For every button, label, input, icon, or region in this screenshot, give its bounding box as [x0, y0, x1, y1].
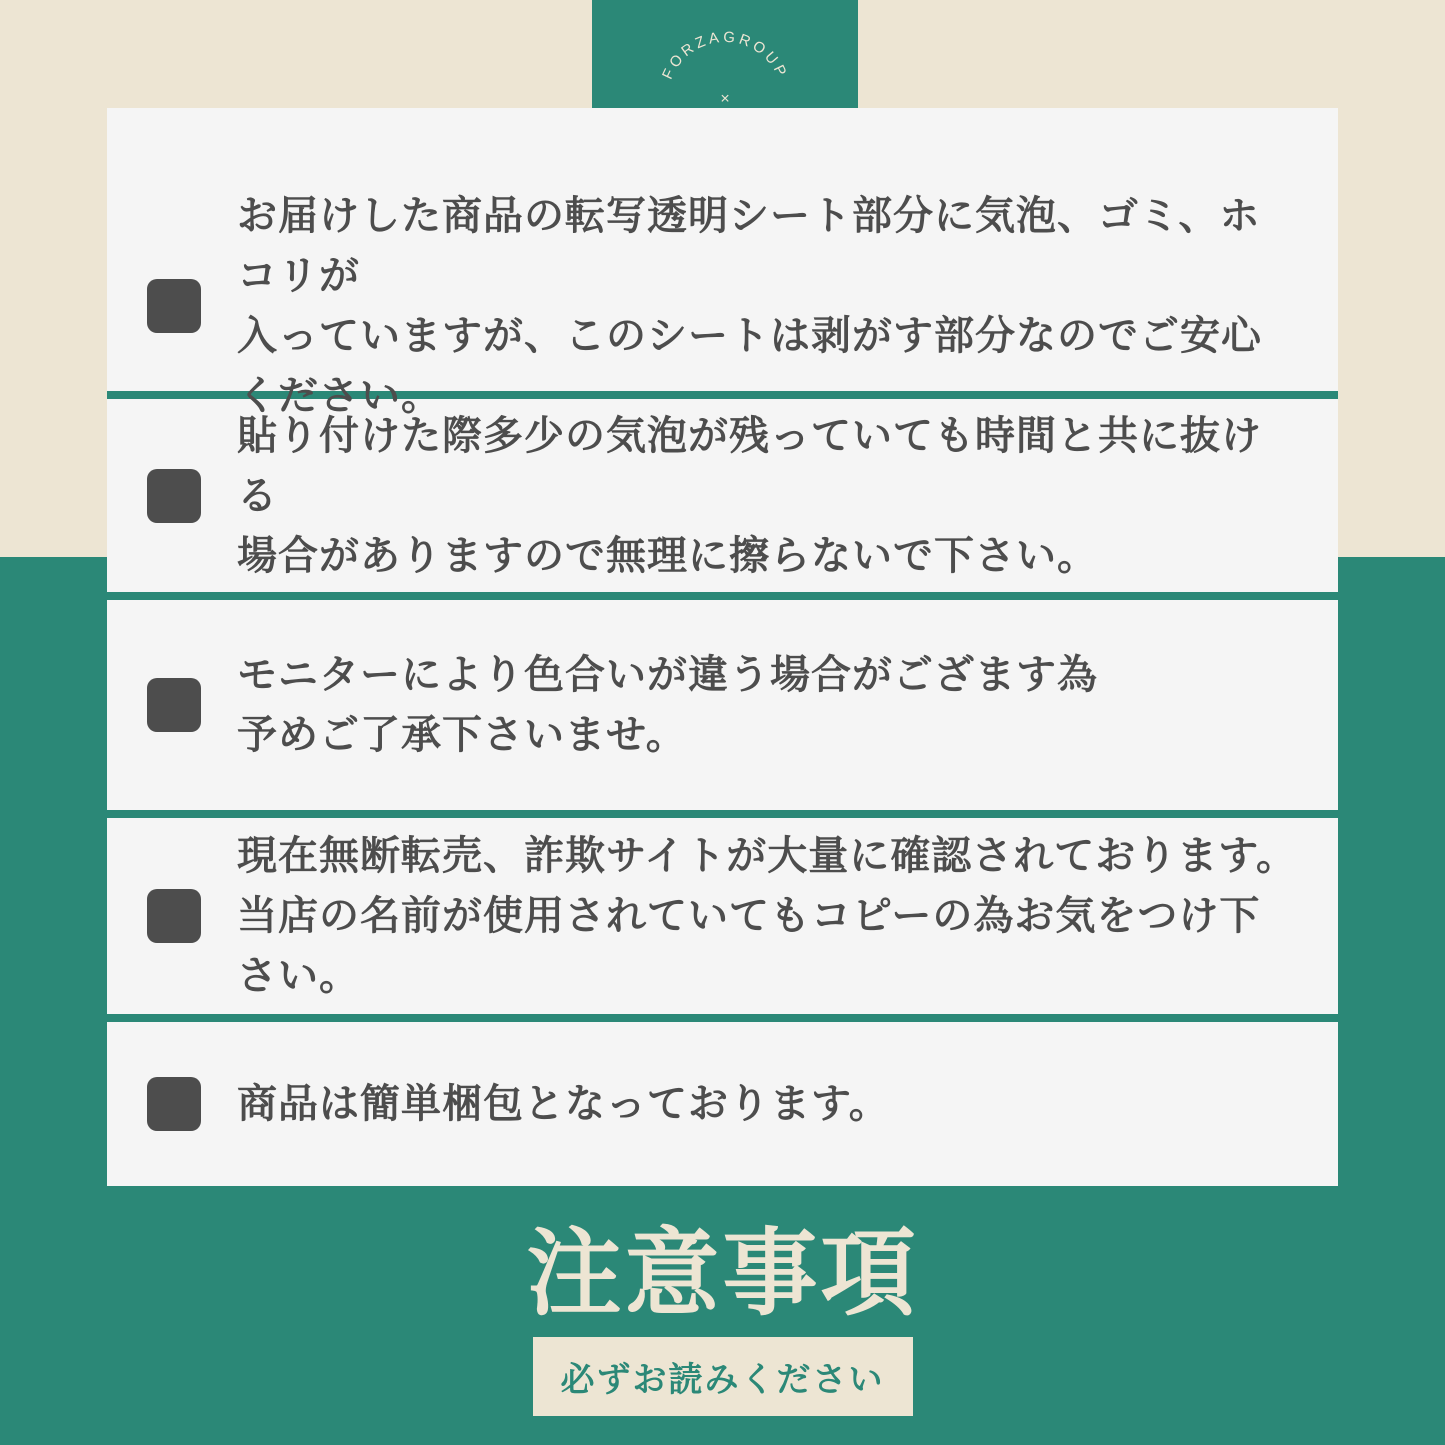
notice-text	[237, 645, 1098, 765]
notice-line: モニターにより色合いが違う場合がござます為	[237, 653, 1098, 697]
read-me-note: 必ずお読みください	[533, 1337, 913, 1416]
checkbox-icon	[147, 889, 201, 943]
page-title: 注意事項	[526, 1221, 919, 1327]
brand-ring-center-mark: ×	[720, 90, 730, 108]
checkbox-icon	[147, 279, 201, 333]
notice-line: 当店の名前が使用されていてもコピーの為お気をつけ下さい。	[237, 894, 1261, 998]
notice-text	[237, 826, 1298, 1006]
notice-text	[237, 1074, 890, 1134]
checkbox-icon	[147, 469, 201, 523]
notice-text	[237, 186, 1298, 426]
notice-box-4	[107, 818, 1338, 1014]
notice-line: 場合がありますので無理に擦らないで下さい。	[237, 533, 1098, 578]
notice-box-2	[107, 399, 1338, 592]
checkbox-icon	[147, 678, 201, 732]
notice-line: 入っていますが、このシートは剥がす部分なのでご安心ください。	[237, 313, 1262, 418]
brand-ring-top-text: FORZAGROUP	[659, 28, 791, 82]
notice-list	[107, 108, 1338, 1186]
notice-line: 商品は簡単梱包となっております。	[237, 1082, 890, 1126]
notice-box-5	[107, 1022, 1338, 1186]
notice-line: 現在無断転売、詐欺サイトが大量に確認されております。	[237, 834, 1297, 878]
notice-line: 予めご了承下さいませ。	[237, 713, 687, 757]
divider	[107, 810, 1338, 818]
notice-line: 貼り付けた際多少の気泡が残っていても時間と共に抜ける	[237, 413, 1262, 518]
notice-line: お届けした商品の転写透明シート部分に気泡、ゴミ、ホコリが	[237, 193, 1261, 298]
notice-box-1	[107, 108, 1338, 418]
notice-text	[237, 406, 1298, 586]
divider	[107, 592, 1338, 600]
divider	[107, 1014, 1338, 1022]
svg-text:FORZAGROUP	[659, 29, 791, 82]
checkbox-icon	[147, 1077, 201, 1131]
notice-box-3	[107, 600, 1338, 810]
